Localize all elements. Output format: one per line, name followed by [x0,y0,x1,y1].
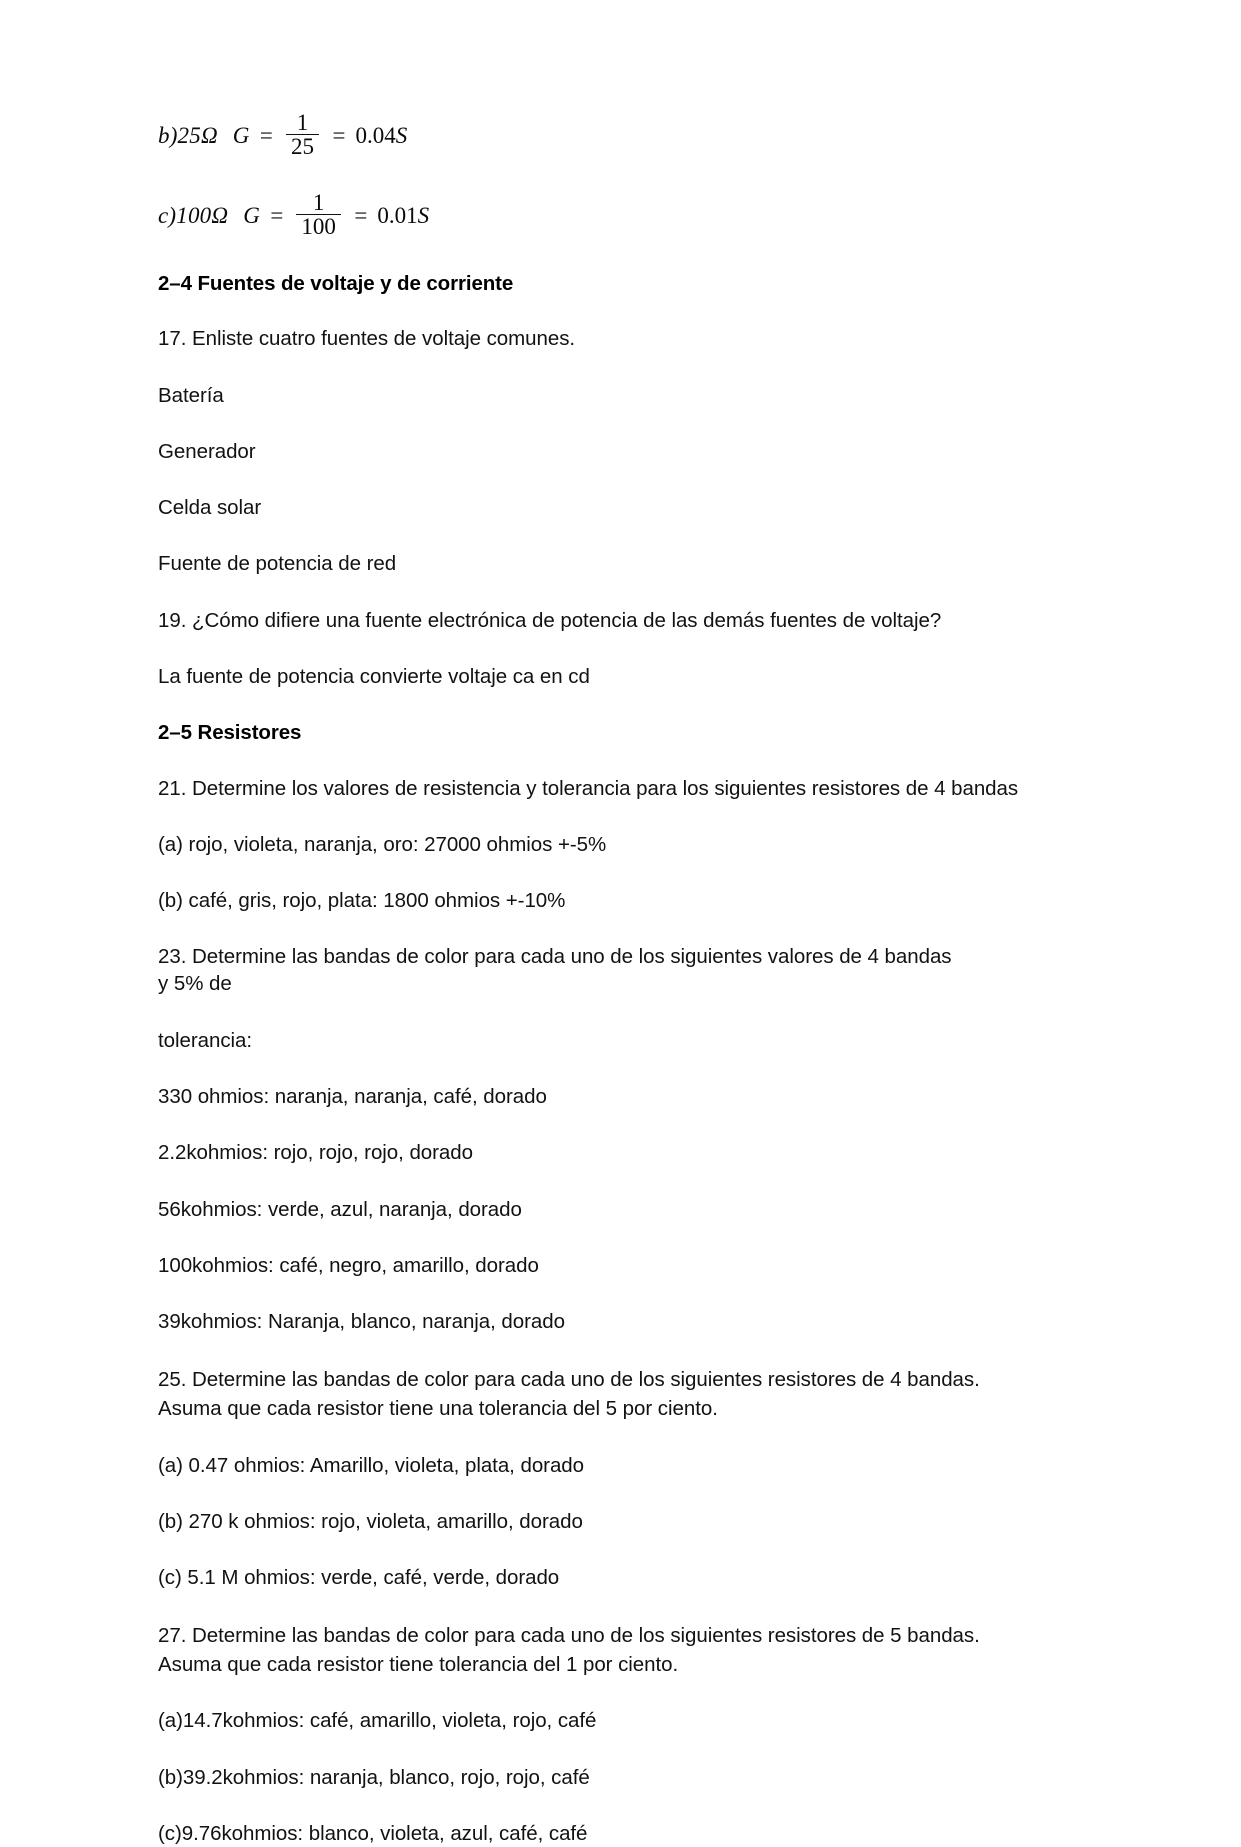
answer-17-generador: Generador [158,439,256,463]
equation-b-unit: S [395,123,408,149]
answer-23-39k: 39kohmios: Naranja, blanco, naranja, dorado [158,1310,565,1334]
equation-b-variable: G [232,123,250,149]
equation-c-numerator: 1 [312,189,325,215]
equation-b-lead: b)25Ω [158,123,218,149]
equation-b-numerator: 1 [296,110,309,135]
equals-sign-2: = [330,123,347,149]
answer-17-bateria: Batería [158,383,224,407]
question-17: 17. Enliste cuatro fuentes de voltaje comunes. [158,327,576,351]
answer-21-b: (b) café, gris, rojo, plata: 1800 ohmios +-10% [158,889,566,913]
answer-23-330: 330 ohmios: naranja, naranja, café, dorado [158,1085,547,1109]
answer-23-2k2: 2.2kohmios: rojo, rojo, rojo, dorado [158,1141,473,1165]
equation-c-variable: G [243,203,260,229]
question-27-line1: 27. Determine las bandas de color para cada uno de los siguientes resistores de 5 bandas. [158,1624,980,1648]
answer-17-fuente-de-red: Fuente de potencia de red [158,552,397,576]
answer-25-a: (a) 0.47 ohmios: Amarillo, violeta, plata, dorado [158,1453,584,1477]
answer-25-b: (b) 270 k ohmios: rojo, violeta, amarillo, dorado [158,1509,583,1533]
answer-27-a: (a)14.7kohmios: café, amarillo, violeta, rojo, café [158,1709,597,1733]
answer-23-56k: 56kohmios: verde, azul, naranja, dorado [158,1197,522,1221]
equation-c-lead: c)100Ω [158,203,229,229]
question-25-line1: 25. Determine las bandas de color para cada uno de los siguientes resistores de 4 bandas. [158,1368,980,1392]
equation-c-unit: S [417,203,430,229]
question-21: 21. Determine los valores de resistencia y tolerancia para los siguientes resistores de 4 bandas [158,776,1019,800]
equation-c-denominator: 100 [296,214,341,238]
section-heading-2-4: 2–4 Fuentes de voltaje y de corriente [158,271,514,295]
equation-b-denominator: 25 [286,134,319,158]
equals-sign-3: = [268,203,285,229]
question-23 [158,944,958,1054]
section-heading-2-5: 2–5 Resistores [158,721,302,745]
equals-sign-4: = [352,203,369,229]
equation-b [158,112,1081,160]
question-19: 19. ¿Cómo difiere una fuente electrónica de potencia de las demás fuentes de voltaje? [158,608,942,632]
question-25-line2: Asuma que cada resistor tiene una tolerancia del 5 por ciento. [158,1397,718,1421]
question-23-line1: 23. Determine las bandas de color para cada uno de los siguientes valores de 4 bandas y 5% de [158,945,952,995]
answer-25-c: (c) 5.1 M ohmios: verde, café, verde, dorado [158,1565,560,1589]
question-27-line2: Asuma que cada resistor tiene tolerancia del 1 por ciento. [158,1653,679,1677]
answer-27-b: (b)39.2kohmios: naranja, blanco, rojo, rojo, café [158,1765,590,1789]
equation-b-fraction [286,111,319,159]
equation-c [158,189,1081,240]
question-23-line2: tolerancia: [158,1028,253,1052]
answer-21-a: (a) rojo, violeta, naranja, oro: 27000 ohmios +-5% [158,832,607,856]
equation-b-result: 0.04 [355,123,396,149]
answer-27-c: (c)9.76kohmios: blanco, violeta, azul, café, café [158,1821,588,1845]
equation-c-result: 0.01 [377,203,418,229]
answer-23-100k: 100kohmios: café, negro, amarillo, dorado [158,1253,539,1277]
answer-19: La fuente de potencia convierte voltaje ca en cd [158,664,590,688]
answer-17-celda-solar: Celda solar [158,496,262,520]
question-27 [158,1621,1081,1679]
equals-sign: = [258,123,274,149]
question-25 [158,1365,1081,1423]
equation-c-fraction [296,191,341,239]
